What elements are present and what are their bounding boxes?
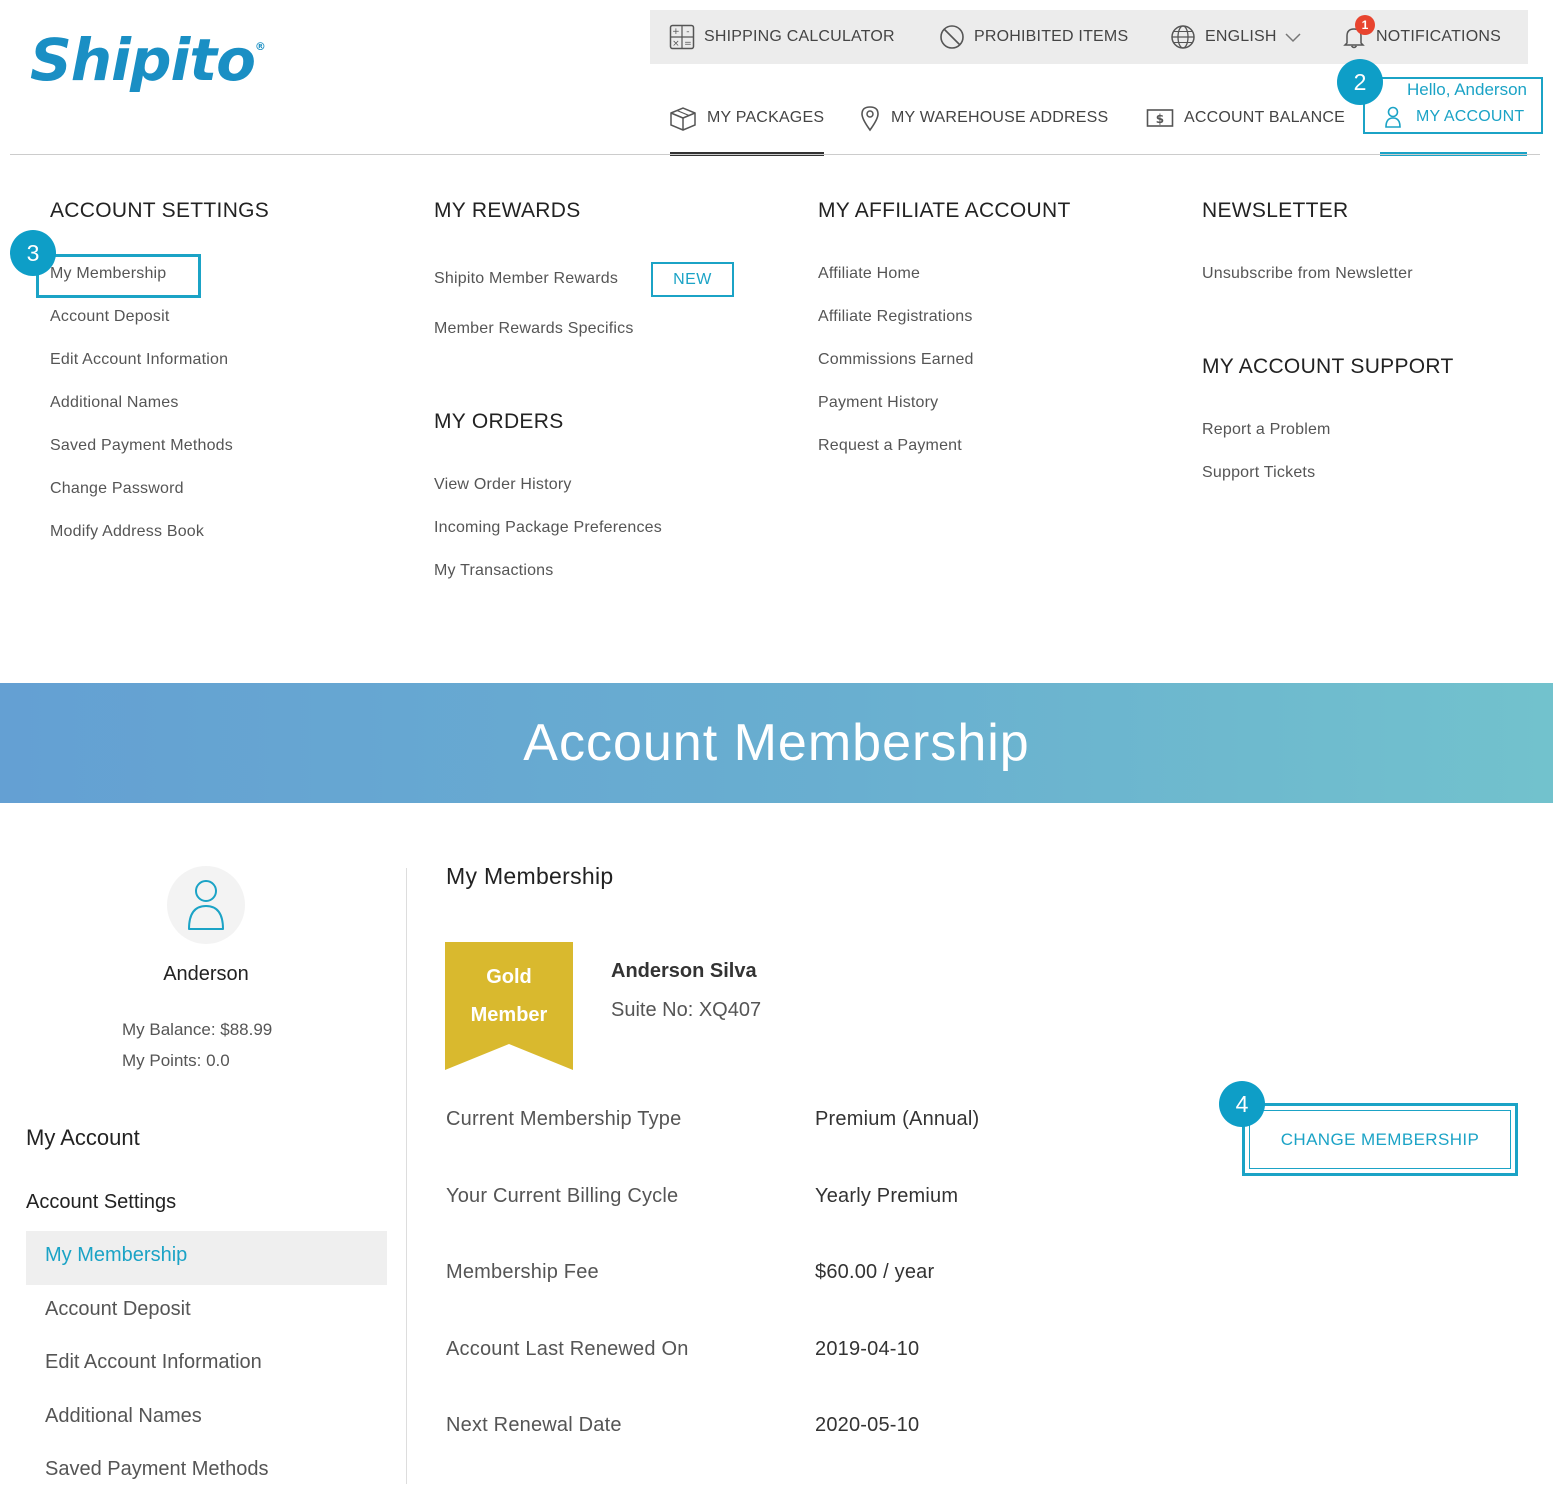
menu-additional-names[interactable]: Additional Names <box>50 394 179 411</box>
menu-payment-history[interactable]: Payment History <box>818 394 939 411</box>
language-selector[interactable] <box>1170 10 1302 64</box>
step-marker-2: 2 <box>1337 59 1383 105</box>
sidebar-item-account-deposit[interactable]: Account Deposit <box>45 1298 191 1320</box>
registered-mark: ® <box>254 40 265 53</box>
menu-incoming-package-preferences[interactable]: Incoming Package Preferences <box>434 519 662 536</box>
shipping-calculator-link[interactable] <box>669 10 895 64</box>
package-icon <box>669 105 697 131</box>
nav-account-balance-label: ACCOUNT BALANCE <box>1184 109 1345 126</box>
billing-cycle-label: Your Current Billing Cycle <box>446 1185 679 1207</box>
sidebar-subheading: Account Settings <box>26 1191 177 1213</box>
sidebar-balance: My Balance: $88.99 <box>122 1020 273 1039</box>
notification-count-badge: 1 <box>1355 15 1375 35</box>
membership-fee-label: Membership Fee <box>446 1261 599 1283</box>
prohibited-icon <box>939 24 965 50</box>
header-divider <box>10 154 1540 155</box>
dollar-bill-icon <box>1146 107 1174 129</box>
menu-commissions-earned[interactable]: Commissions Earned <box>818 351 974 368</box>
nav-my-packages[interactable] <box>669 98 824 138</box>
menu-my-transactions[interactable]: My Transactions <box>434 562 554 579</box>
new-badge: NEW <box>651 262 734 297</box>
sidebar-item-my-membership[interactable]: My Membership <box>45 1244 188 1266</box>
user-avatar-icon <box>186 879 226 931</box>
account-support-heading: MY ACCOUNT SUPPORT <box>1202 355 1454 378</box>
menu-support-tickets[interactable]: Support Tickets <box>1202 464 1316 481</box>
shipito-logo[interactable] <box>30 26 265 94</box>
next-renewal-label: Next Renewal Date <box>446 1414 622 1436</box>
sidebar-item-additional-names[interactable]: Additional Names <box>45 1405 202 1427</box>
change-membership-button[interactable]: CHANGE MEMBERSHIP <box>1249 1110 1511 1169</box>
membership-fee-value: $60.00 / year <box>815 1261 935 1283</box>
shipping-calculator-label: SHIPPING CALCULATOR <box>704 28 895 45</box>
svg-text:-: - <box>686 27 690 37</box>
member-badge-line2: Member <box>470 1004 548 1026</box>
language-label: ENGLISH <box>1205 28 1277 45</box>
menu-member-rewards-specifics[interactable]: Member Rewards Specifics <box>434 320 634 337</box>
membership-type-label: Current Membership Type <box>446 1108 682 1130</box>
newsletter-heading: NEWSLETTER <box>1202 199 1349 222</box>
last-renewed-label: Account Last Renewed On <box>446 1338 689 1360</box>
suite-number: Suite No: XQ407 <box>611 999 762 1021</box>
avatar <box>167 866 245 944</box>
my-rewards-heading: MY REWARDS <box>434 199 581 222</box>
prohibited-items-label: PROHIBITED ITEMS <box>974 28 1129 45</box>
svg-text:$: $ <box>1155 112 1165 126</box>
page-banner <box>0 683 1553 803</box>
sidebar-item-edit-account-information[interactable]: Edit Account Information <box>45 1351 262 1373</box>
menu-change-password[interactable]: Change Password <box>50 480 184 497</box>
menu-saved-payment-methods[interactable]: Saved Payment Methods <box>50 437 233 454</box>
notifications-bell-wrapper <box>1341 18 1369 50</box>
member-badge-text <box>445 958 573 1034</box>
nav-my-account[interactable] <box>1384 106 1524 128</box>
affiliate-heading: MY AFFILIATE ACCOUNT <box>818 199 1071 222</box>
svg-text:+: + <box>672 27 680 37</box>
utility-bar <box>650 10 1528 64</box>
nav-my-packages-label: MY PACKAGES <box>707 109 825 126</box>
svg-text:×: × <box>672 39 680 49</box>
sidebar-heading: My Account <box>26 1125 140 1150</box>
menu-report-a-problem[interactable]: Report a Problem <box>1202 421 1331 438</box>
billing-cycle-value: Yearly Premium <box>815 1185 959 1207</box>
membership-type-value: Premium (Annual) <box>815 1108 980 1130</box>
nav-warehouse-address-label: MY WAREHOUSE ADDRESS <box>891 109 1109 126</box>
page-title: Account Membership <box>523 714 1030 772</box>
menu-request-a-payment[interactable]: Request a Payment <box>818 437 962 454</box>
user-icon <box>1384 106 1402 128</box>
menu-account-deposit[interactable]: Account Deposit <box>50 308 170 325</box>
notifications-label: NOTIFICATIONS <box>1376 28 1501 45</box>
menu-affiliate-registrations[interactable]: Affiliate Registrations <box>818 308 973 325</box>
menu-shipito-member-rewards[interactable]: Shipito Member Rewards <box>434 270 619 287</box>
menu-view-order-history[interactable]: View Order History <box>434 476 572 493</box>
menu-modify-address-book[interactable]: Modify Address Book <box>50 523 205 540</box>
change-membership-highlight-box <box>1242 1103 1518 1176</box>
calculator-icon <box>669 24 695 50</box>
step-marker-3: 3 <box>10 230 56 276</box>
globe-icon <box>1170 24 1196 50</box>
menu-affiliate-home[interactable]: Affiliate Home <box>818 265 921 282</box>
sidebar-user-name: Anderson <box>163 963 249 985</box>
greeting-text: Hello, Anderson <box>1406 80 1527 99</box>
last-renewed-value: 2019-04-10 <box>815 1338 920 1360</box>
menu-my-membership[interactable]: My Membership <box>50 265 167 282</box>
member-full-name: Anderson Silva <box>611 960 757 982</box>
step-marker-4: 4 <box>1219 1081 1265 1127</box>
location-pin-icon <box>859 104 881 132</box>
membership-section-title: My Membership <box>446 863 614 889</box>
sidebar-item-saved-payment-methods[interactable]: Saved Payment Methods <box>45 1458 269 1480</box>
member-badge-line1: Gold <box>486 966 532 988</box>
sidebar-divider <box>406 868 407 1484</box>
nav-my-account-label: MY ACCOUNT <box>1416 108 1525 125</box>
svg-text:=: = <box>684 39 692 49</box>
notifications-link[interactable] <box>1341 10 1501 64</box>
next-renewal-value: 2020-05-10 <box>815 1414 920 1436</box>
nav-account-balance[interactable] <box>1146 98 1345 138</box>
menu-unsubscribe-newsletter[interactable]: Unsubscribe from Newsletter <box>1202 265 1413 282</box>
menu-edit-account-information[interactable]: Edit Account Information <box>50 351 229 368</box>
my-orders-heading: MY ORDERS <box>434 410 564 433</box>
account-settings-heading: ACCOUNT SETTINGS <box>50 199 270 222</box>
logo-text: Shipito <box>30 26 255 94</box>
nav-warehouse-address[interactable] <box>859 98 1108 138</box>
sidebar-points: My Points: 0.0 <box>122 1051 230 1070</box>
prohibited-items-link[interactable] <box>939 10 1128 64</box>
chevron-down-icon <box>1284 31 1302 43</box>
